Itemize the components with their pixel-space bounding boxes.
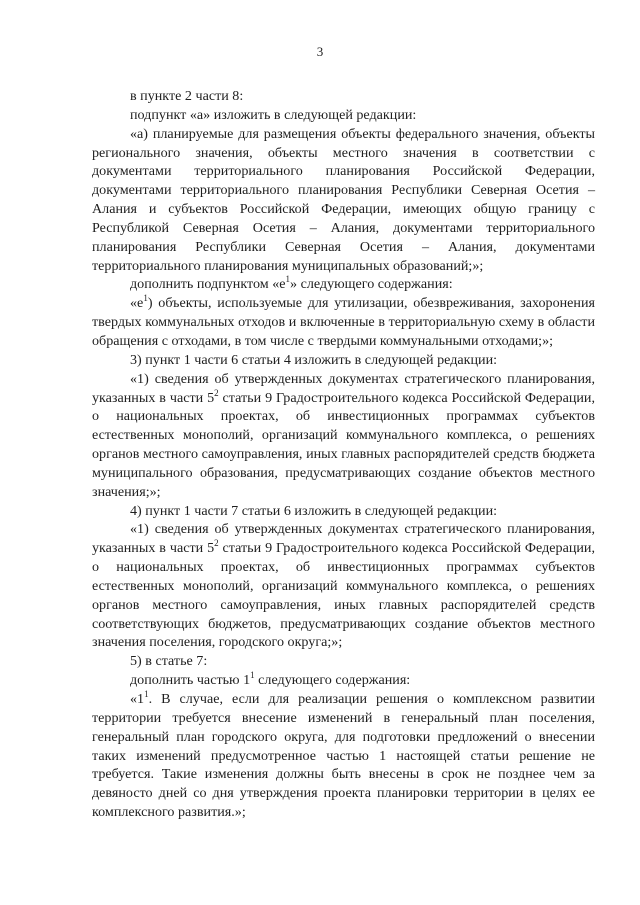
paragraph-text: «1) сведения об утвержденных документах стратегического планирования, указанных в части 5: [92, 370, 595, 406]
superscript: 2: [214, 387, 219, 398]
paragraph-text: следующего содержания:: [254, 672, 411, 689]
paragraph-text: дополнить частью 1: [130, 672, 251, 689]
superscript: 1: [250, 670, 255, 681]
paragraph: [92, 370, 595, 502]
paragraph-text: » следующего содержания:: [290, 276, 453, 293]
paragraph: 4) пункт 1 части 7 статьи 6 изложить в следующей редакции:: [130, 502, 498, 519]
paragraph: 3) пункт 1 части 6 статьи 4 изложить в следующей редакции:: [130, 351, 498, 368]
document-body: [92, 87, 595, 822]
paragraph-text: . В случае, если для реализации решения о комплексном развитии территории требуется внесение изменений в генеральный план поселения, генеральный план городского округа, для подготовки предложений о внесении таких изменений предусмотренное частью 1 настоящей статьи решение не требуется. Такие изменения должны быть внесены в срок не позднее чем за девяносто дней со дня утверждения проекта планировки территории в целях ее комплексного развития.»;: [92, 691, 595, 821]
paragraph: [92, 520, 595, 652]
superscript: 1: [143, 293, 148, 304]
paragraph: подпункт «а» изложить в следующей редакции:: [130, 106, 417, 123]
superscript: 1: [144, 689, 149, 699]
paragraph: 5) в статье 7:: [130, 653, 208, 670]
paragraph-text: «1: [130, 691, 145, 707]
paragraph-text: статьи 9 Градостроительного кодекса Российской Федерации, о национальных проектах, об инвестиционных программах субъектов естественных монополий, организаций коммунального комплекса, о решениях органов местного самоуправления, иных главных распорядителей средств соответствующих бюджетов, предусматривающих создание объектов местного значения поселения, городского округа;»;: [92, 540, 595, 651]
paragraph-text: «1) сведения об утвержденных документах стратегического планирования, указанных в части 5: [92, 521, 595, 557]
paragraph: [92, 275, 595, 294]
paragraph-text: дополнить подпунктом «е: [130, 276, 286, 293]
page-number: 3: [316, 44, 324, 59]
paragraph-text: ) объекты, используемые для утилизации, обезвреживания, захоронения твердых коммунальных отходов и включенные в территориальную схему в области обращения с отходами, в том числе с твердыми коммунальными отходами;»;: [92, 295, 595, 349]
paragraph: в пункте 2 части 8:: [130, 88, 244, 104]
paragraph-text: «е: [130, 295, 144, 312]
paragraph: «а) планируемые для размещения объекты федерального значения, объекты регионального значения, объекты местного значения в соответствии с документами территориального планирования Российской Федерации, документами территориального планирования Республики Северная Осетия – Алания и субъектов Российской Федерации, имеющих общую границу с Республикой Северная Осетия – Алания, документами территориального планирования Республики Северная Осетия – Алания, документами территориального планирования муниципальных образований;»;: [92, 125, 595, 274]
paragraph: [92, 671, 595, 690]
superscript: 2: [214, 538, 219, 549]
superscript: 1: [285, 274, 290, 285]
paragraph-text: статьи 9 Градостроительного кодекса Российской Федерации, о национальных проектах, об инвестиционных программах субъектов естественных монополий, организаций коммунального комплекса, о решениях органов местного самоуправления, иных главных распорядителей средств бюджета муниципального образования, предусматривающих создание объектов местного значения;»;: [92, 389, 595, 500]
paragraph: [92, 294, 595, 351]
paragraph: [92, 690, 595, 822]
